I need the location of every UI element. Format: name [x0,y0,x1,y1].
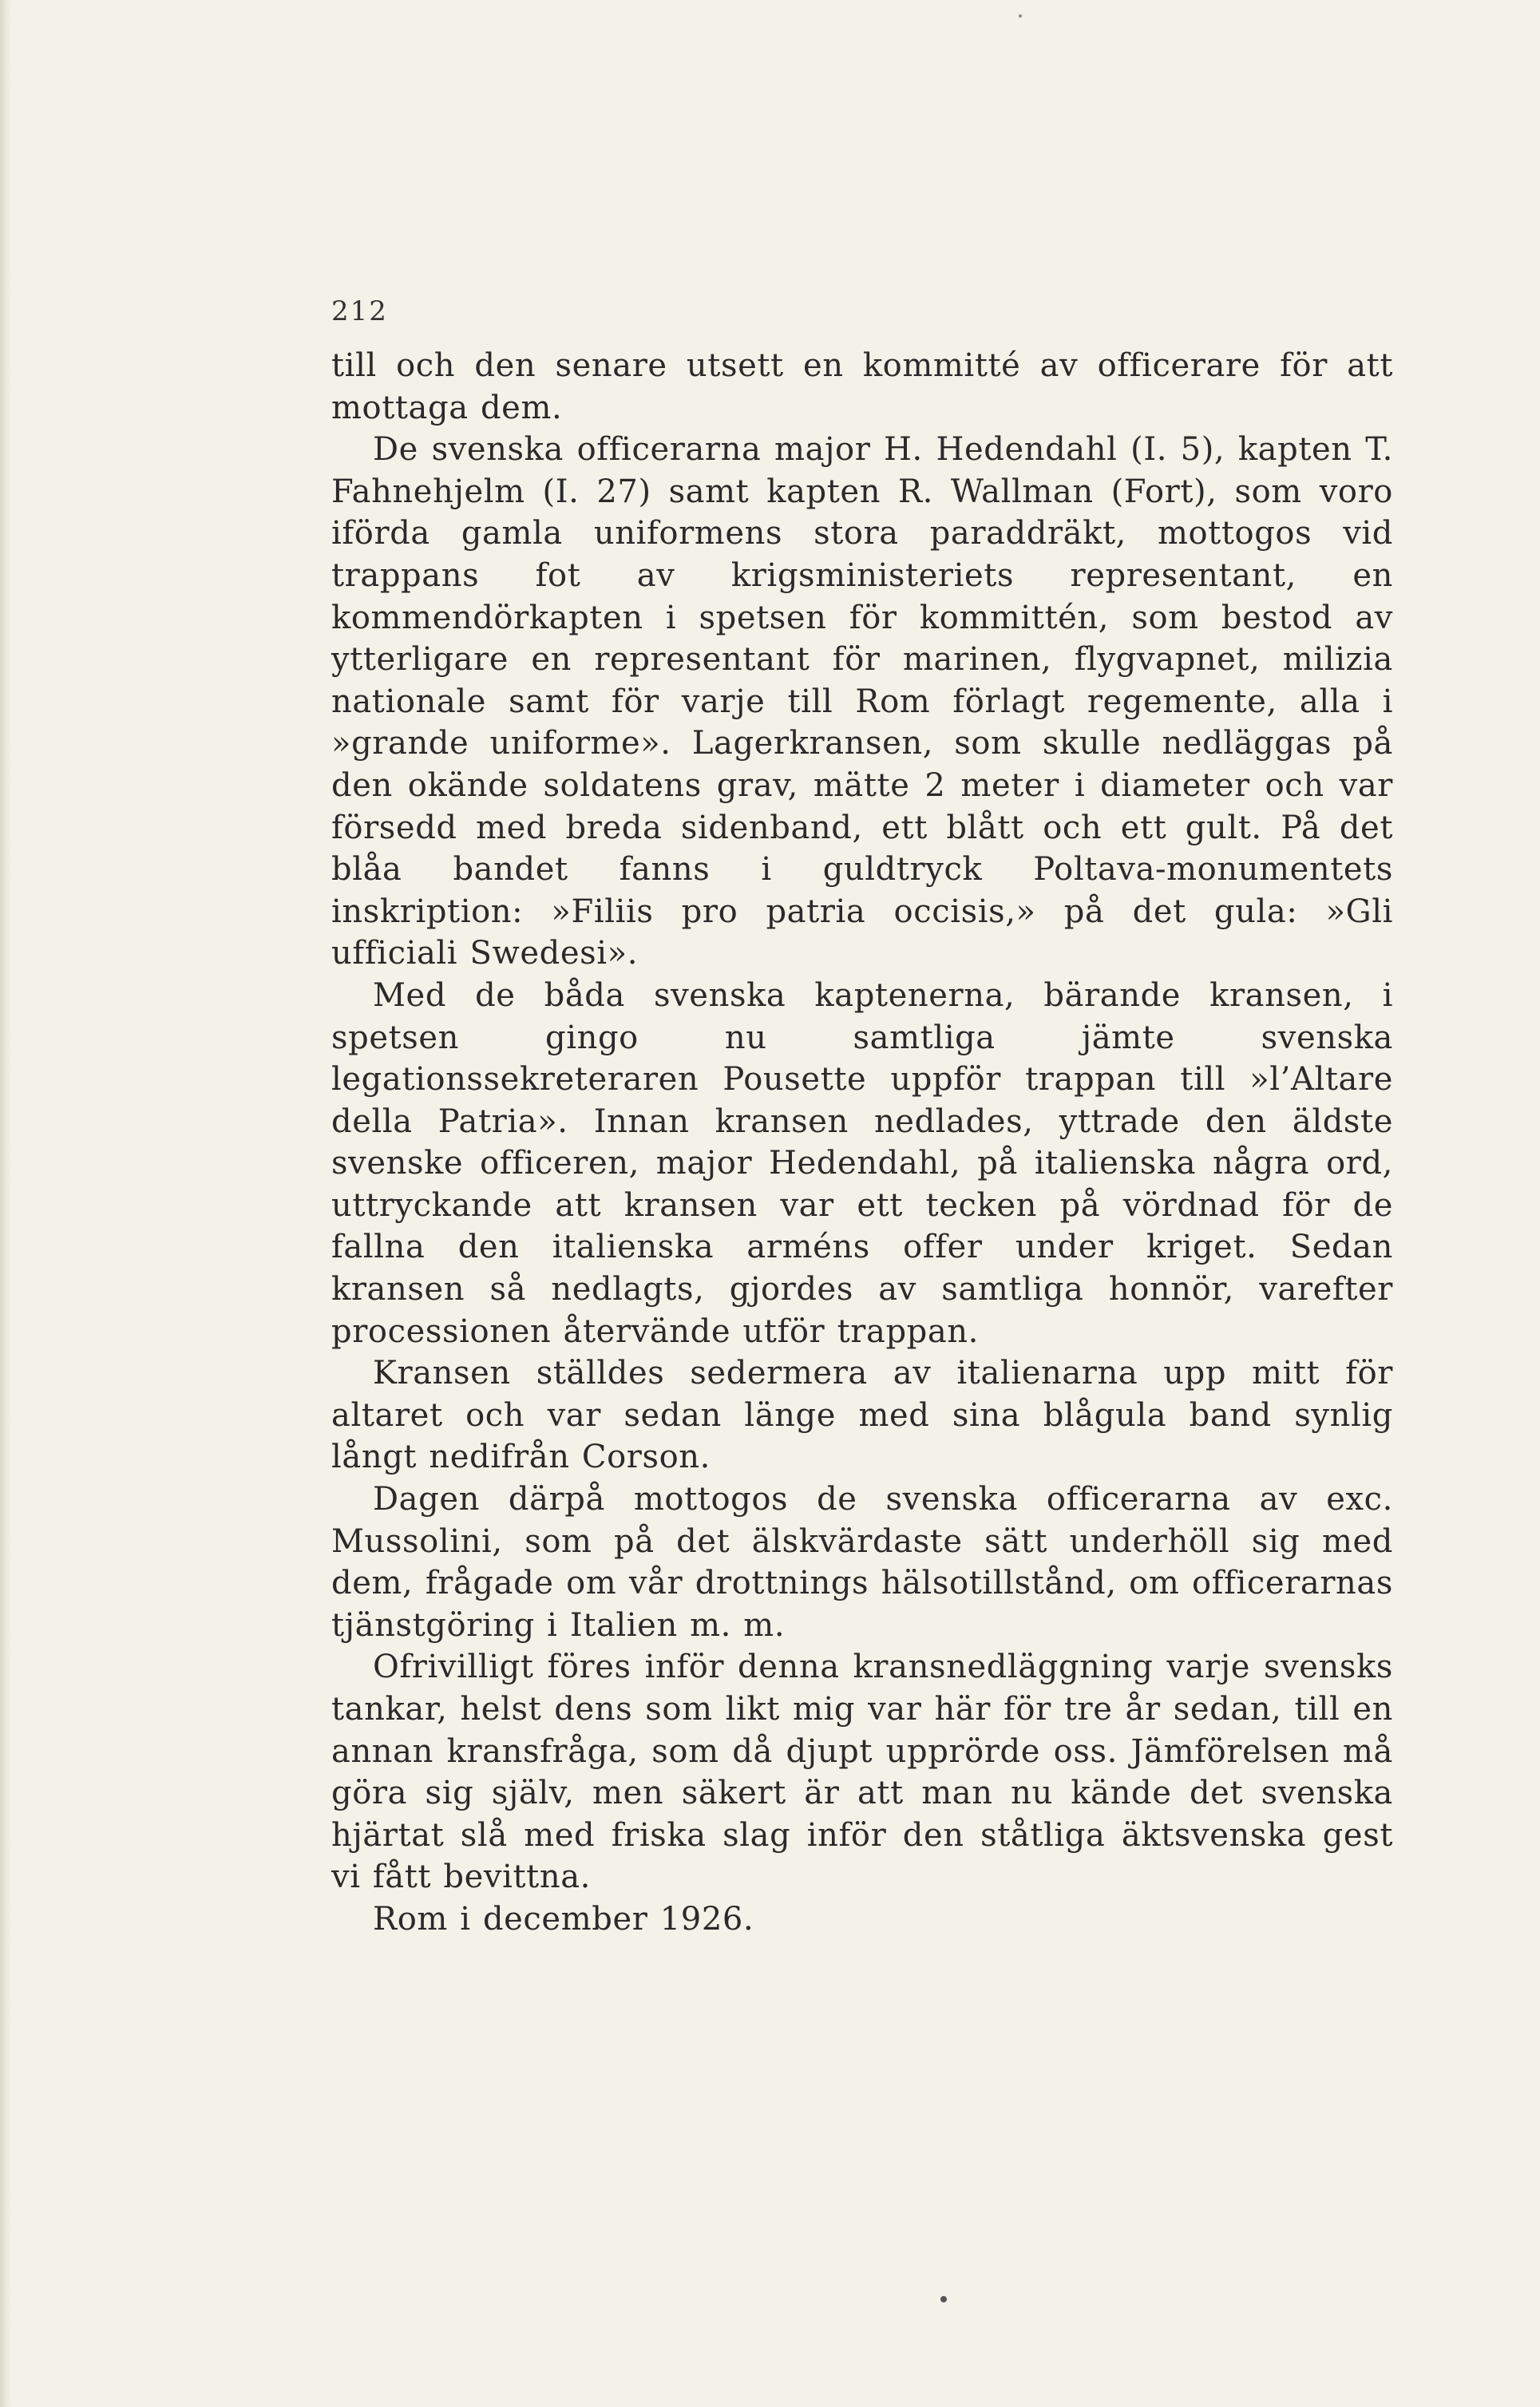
speck-mark-bottom [940,2296,947,2302]
paragraph-2: De svenska officerarna major H. Hedendahl (I. 5), kapten T. Fahnehjelm (I. 27) samt kapten R. Wallman (Fort), som voro iförda gamla uniformens stora paraddräkt, mottogos vid trappans fot av krigsministeriets representant, en kommendörkapten i spetsen för kommittén, som bestod av ytterligare en representant för marinen, flygvapnet, milizia nationale samt för varje till Rom förlagt regemente, alla i »grande uniforme». Lagerkransen, som skulle nedläggas på den okände soldatens grav, mätte 2 meter i diameter och var försedd med breda sidenband, ett blått och ett gult. På det blåa bandet fanns i guldtryck Poltava-monumentets inskription: »Filiis pro patria occisis,» på det gula: »Gli ufficiali Swedesi». [331,431,1393,972]
speck-mark [1019,14,1022,18]
page-number: 212 [331,295,388,327]
paragraph-4: Kransen ställdes sedermera av italienarna upp mitt för altaret och var sedan länge med sina blågula band synlig långt nedifrån Corson. [331,1355,1393,1476]
paragraph-1: till och den senare utsett en kommitté av officerare för att mottaga dem. [331,347,1393,426]
paper-edge [0,0,11,2407]
paragraph-5: Dagen därpå mottogos de svenska officerarna av exc. Mussolini, som på det älskvärdaste sätt underhöll sig med dem, frågade om vår drottnings hälsotillstånd, om officerarnas tjänstgöring i Italien m. m. [331,1481,1393,1644]
dateline: Rom i december 1926. [373,1900,754,1938]
paragraph-6: Ofrivilligt föres inför denna kransnedläggning varje svensks tankar, helst dens som likt mig var här för tre år sedan, till en annan kransfråga, som då djupt upprörde oss. Jämförelsen må göra sig själv, men säkert är att man nu kände det svenska hjärtat slå med friska slag inför den ståtliga äktsvenska gest vi fått bevittna. [331,1649,1393,1896]
body-text [331,345,1393,1941]
paragraph-3: Med de båda svenska kaptenerna, bärande kransen, i spetsen gingo nu samtliga jämte svenska legationssekreteraren Pousette uppför trappan till »l’Altare della Patria». Innan kransen nedlades, yttrade den äldste svenske officeren, major Hedendahl, på italienska några ord, uttryckande att kransen var ett tecken på vördnad för de fallna den italienska arméns offer under kriget. Sedan kransen så nedlagts, gjordes av samtliga honnör, varefter processionen återvände utför trappan. [331,976,1393,1350]
